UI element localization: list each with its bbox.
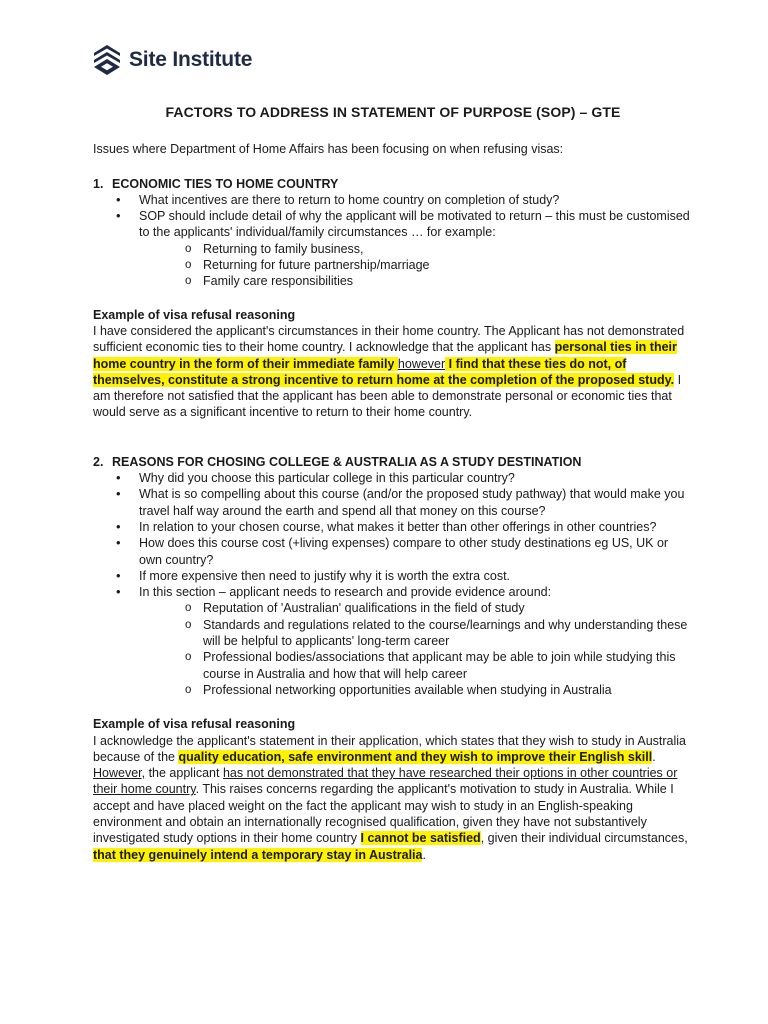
section-1-title: ECONOMIC TIES TO HOME COUNTRY [112,176,339,191]
list-item [139,584,693,698]
section-1-heading [93,176,693,192]
section-2-example-heading: Example of visa refusal reasoning [93,717,296,732]
document-body [93,104,693,863]
section-1-number: 1. [93,176,104,191]
highlighted-text: I cannot be satisfied [360,831,481,846]
list-item-text: In this section – applicant needs to research and provide evidence around: [139,585,552,600]
sub-list-item: o Standards and regulations related to the course/learnings and why understanding these will be helpful to applicants' long-term career [203,617,693,650]
underlined-text: However, [93,766,146,781]
section-2-bullets [93,470,693,698]
list-item-text: SOP should include detail of why the applicant will be motivated to return – this must be customised to the applicants' individual/family circumstances … for example: [139,209,690,240]
list-item: • In relation to your chosen course, what makes it better than other offerings in other countries? [139,519,693,535]
list-item: • How does this course cost (+living expenses) compare to other study destinations eg US, UK or own country? [139,535,693,568]
brand-name: Site Institute [129,48,253,71]
section-2-subitems [139,600,693,698]
text-run: , given their individual circumstances, [480,831,688,846]
stacked-chevron-logo-icon [92,44,122,76]
document-title: FACTORS TO ADDRESS IN STATEMENT OF PURPOSE (SOP) – GTE [165,104,621,120]
highlighted-text: quality education, safe environment and they wish to improve their English skill [178,749,653,764]
section-2-title: REASONS FOR CHOSING COLLEGE & AUSTRALIA AS A STUDY DESTINATION [112,454,582,469]
text-run: . [422,847,426,862]
list-item: • Why did you choose this particular college in this particular country? [139,470,693,486]
list-item: • What is so compelling about this course (and/or the proposed study pathway) that would make you travel half way around the earth and spend all that money on this course? [139,486,693,519]
text-run: the applicant [145,766,223,781]
underlined-text: has not demonstrated that they have researched their options in other countries or their home country [93,766,678,797]
section-1-example-paragraph [93,323,693,421]
section-1-bullets [93,192,693,290]
section-2-heading [93,454,693,470]
sub-list-item: o Returning for future partnership/marriage [203,257,693,273]
sub-list-item: o Returning to family business, [203,241,693,257]
section-1-example-heading: Example of visa refusal reasoning [93,307,296,322]
highlighted-text: that they genuinely intend a temporary stay in Australia [93,847,423,862]
section-1-subitems [139,241,693,290]
intro-text: Issues where Department of Home Affairs has been focusing on when refusing visas: [93,142,564,157]
text-run: I acknowledge the applicant's statement in their application, which states that they wish to study in Australia because of the [93,733,686,764]
section-2-example-paragraph [93,733,693,863]
text-run: . This raises concerns regarding the applicant's motivation to study in Australia. While I accept and have placed weight on the fact the applicant may wish to study in an English-speaking environment and obtain an internationally recognised qualification, given they have not substantively investigated study options in their home country [93,782,674,846]
text-run: . [652,749,656,764]
section-2-number: 2. [93,454,104,469]
list-item: • What incentives are there to return to home country on completion of study? [139,192,693,208]
sub-list-item: o Family care responsibilities [203,273,693,289]
sub-list-item: o Professional bodies/associations that applicant may be able to join while studying this course in Australia and how that will help career [203,649,693,682]
brand-logo [92,42,252,78]
underlined-text: however [397,356,446,371]
list-item [139,208,693,289]
highlighted-text: personal ties in their home country in the form of their immediate family [93,340,677,371]
text-run: I have considered the applicant's circumstances in their home country. The Applicant has not demonstrated sufficient economic ties to their home country. I acknowledge that the applicant has [93,323,685,355]
sub-list-item: o Professional networking opportunities available when studying in Australia [203,682,693,698]
sub-list-item: o Reputation of 'Australian' qualifications in the field of study [203,600,693,616]
text-run: I am therefore not satisfied that the applicant has been able to demonstrate personal or economic ties that would serve as a significant incentive to return to their home country. [93,372,682,420]
highlighted-text: I find that these ties do not, of themselves, constitute a strong incentive to return home at the completion of the proposed study. [93,356,675,387]
list-item: • If more expensive then need to justify why it is worth the extra cost. [139,568,693,584]
